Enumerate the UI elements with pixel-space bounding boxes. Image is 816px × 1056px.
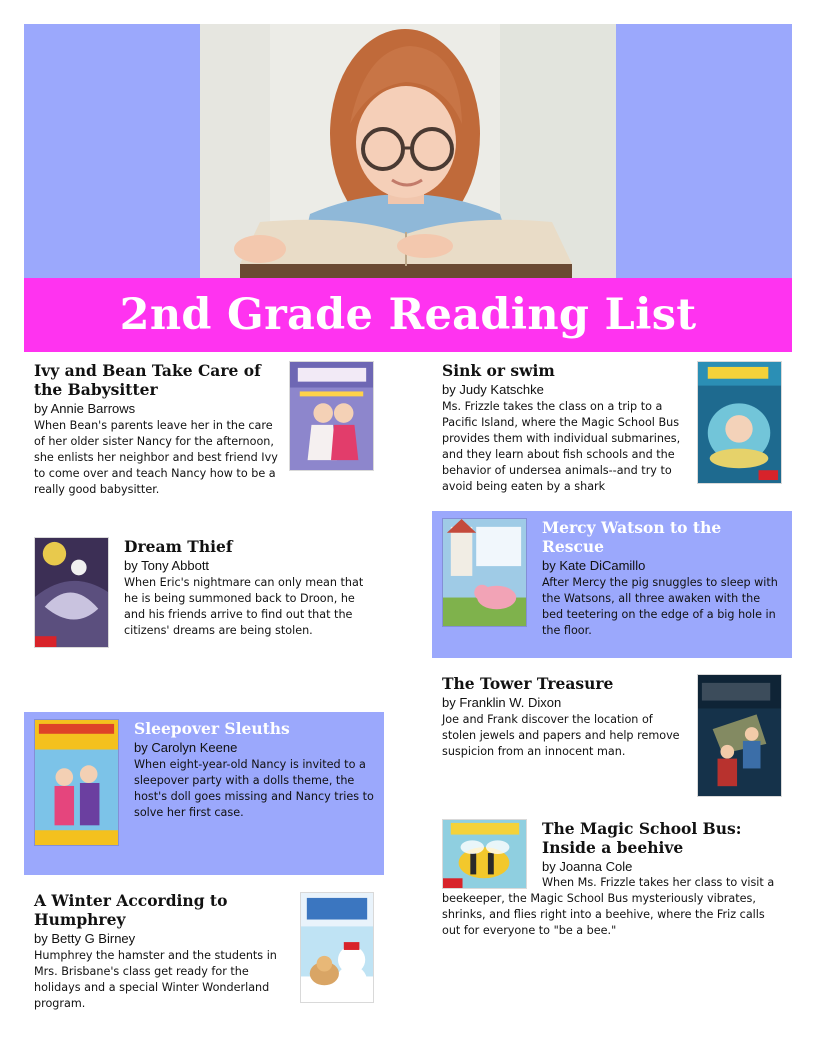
book-entry-tower-treasure: [442, 674, 782, 799]
book-entry-ivy-and-bean: [34, 361, 374, 501]
book-description: Ms. Frizzle takes the class on a trip to a Pacific Island, where the Magic School Bus provides them with individual submarines, and they learn about fish schools and the behavior of undersea animals--and try to avoid being eaten by a shark: [442, 400, 681, 493]
book-description: After Mercy the pig snuggles to sleep with the Watsons, all three awaken with the bed teetering on the edge of a big hole in the floor.: [542, 576, 778, 637]
book-description: Joe and Frank discover the location of stolen jewels and papers and help remove suspicion from an innocent man.: [442, 713, 680, 758]
page-title: 2nd Grade Reading List: [119, 290, 697, 340]
magic-school-bus-sink-or-swim-cover: [697, 361, 782, 484]
book-entry-dream-thief: [34, 537, 374, 657]
book-entry-mercy-watson: [432, 511, 792, 658]
book-entry-magic-school-bus-beehive: [442, 819, 782, 944]
book-author: by Judy Katschke: [442, 382, 544, 397]
book-description: When Bean's parents leave her in the care of her older sister Nancy for the afternoon, she enlists her neighbor and best friend Ivy to come over and teach Nancy how to be a really good babysitter.: [34, 419, 278, 496]
book-author: by Kate DiCamillo: [542, 558, 646, 573]
title-banner: [24, 278, 792, 352]
book-description: Humphrey the hamster and the students in Mrs. Brisbane's class get ready for the holidays and a special Winter Wonderland program.: [34, 949, 277, 1010]
book-title: Dream Thief: [124, 537, 233, 556]
winter-according-to-humphrey-cover: [300, 892, 374, 1003]
book-author: by Joanna Cole: [542, 859, 633, 874]
book-title: A Winter According to Humphrey: [34, 891, 228, 929]
book-title: Sink or swim: [442, 361, 555, 380]
book-title: Ivy and Bean Take Care of the Babysitter: [34, 361, 261, 399]
book-title: Sleepover Sleuths: [134, 719, 290, 738]
book-title: The Magic School Bus: Inside a beehive: [542, 819, 742, 857]
book-description: When Eric's nightmare can only mean that he is being summoned back to Droon, he and his friends arrive to find out that the citizens' dreams are being stolen.: [124, 576, 364, 637]
book-author: by Franklin W. Dixon: [442, 695, 562, 710]
book-entry-sleepover-sleuths: [24, 712, 384, 875]
ivy-and-bean-cover: [289, 361, 374, 471]
book-description: When eight-year-old Nancy is invited to a sleepover party with a dolls theme, the host's doll goes missing and Nancy tries to solve her first case.: [134, 758, 374, 819]
book-title: The Tower Treasure: [442, 674, 614, 693]
book-author: by Tony Abbott: [124, 558, 210, 573]
book-title: Mercy Watson to the Rescue: [542, 518, 722, 556]
mercy-watson-cover: [442, 518, 527, 627]
hero-panel: [24, 24, 792, 278]
tower-treasure-cover: [697, 674, 782, 797]
book-author: by Betty G Birney: [34, 931, 136, 946]
book-description: When Ms. Frizzle takes her class to visit a beekeeper, the Magic School Bus mysteriously vibrates, shrinks, and flies right into a beehive, where the Friz calls out for everyone to "be a bee.": [442, 876, 775, 937]
dream-thief-cover: [34, 537, 109, 648]
nancy-drew-clue-crew-cover: [34, 719, 119, 846]
book-entry-sink-or-swim: [442, 361, 782, 501]
book-entry-winter-humphrey: [34, 891, 374, 1010]
girl-reading-book-photo: [200, 24, 616, 278]
book-author: by Annie Barrows: [34, 401, 136, 416]
book-author: by Carolyn Keene: [134, 740, 238, 755]
